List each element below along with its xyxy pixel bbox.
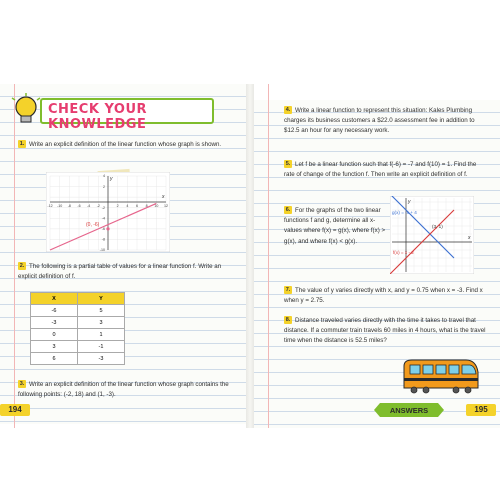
y-intercept-point (106, 227, 109, 230)
section-title: CHECK YOUR KNOWLEDGE (48, 102, 148, 132)
question-text: The value of y varies directly with x, and y = 0.75 when x = -3. Find x when y = 2.75. (284, 287, 483, 305)
y-tick-label: -2 (101, 205, 105, 210)
x-tick-label: 8 (145, 204, 148, 208)
y-tick-label: -4 (101, 216, 105, 221)
y-tick-label: -6 (101, 227, 105, 232)
table-row (31, 329, 125, 341)
question-3 (18, 380, 240, 400)
question-number: 5. (285, 161, 291, 168)
question-text: The following is a partial table of values for a linear function f. Write an explicit definition of f. (18, 263, 222, 281)
table-header: X (31, 293, 78, 305)
x-tick-label: 4 (126, 204, 129, 208)
question-text: For the graphs of the two linear functions f and g, determine all x-values where f(x) = g(x), where f(x) > g(x), and where f(x) < g(x). (284, 207, 386, 245)
question-2 (18, 262, 238, 282)
page-number-left: 194 (0, 404, 30, 416)
y-tick-label: -10 (99, 248, 105, 252)
left-page (0, 84, 246, 424)
table-row (31, 317, 125, 329)
train-illustration (400, 356, 480, 396)
question-number: 8. (285, 317, 291, 324)
x-tick-label: 10 (154, 204, 159, 208)
question-number: 2. (19, 263, 25, 270)
question-1 (18, 140, 238, 150)
section-title-badge (40, 98, 214, 132)
table-cell: -3 (31, 317, 78, 329)
question-text: Distance traveled varies directly with the time it takes to travel that distance. If a commuter train travels 60 miles in 4 hours, what is the travel time when the distance is 52.5 miles? (284, 317, 486, 345)
point-label: (0, -6) (86, 221, 100, 228)
intersection-label: (3, 1) (432, 224, 443, 229)
question-5 (284, 160, 488, 180)
question-text: Write an explicit definition of the linear function whose graph is shown. (29, 141, 222, 148)
table-cell: 0 (31, 329, 78, 341)
values-table (30, 292, 125, 365)
y-tick-label: 4 (103, 174, 105, 179)
question-text: Write an explicit definition of the linear function whose graph contains the following points: (-2, 18) and (1, -3). (18, 381, 229, 399)
table-cell: 1 (78, 329, 125, 341)
x-axis-label: x (468, 235, 471, 241)
question-number: 3. (19, 381, 25, 388)
x-tick-label: -10 (57, 204, 63, 208)
table-row (31, 353, 125, 365)
y-tick-label: -8 (101, 237, 105, 242)
book-gutter (246, 84, 254, 428)
table-cell: 5 (78, 305, 125, 317)
g-function-label: g(x) = -x + 4 (392, 210, 417, 215)
x-tick-label: 2 (116, 204, 119, 208)
question-number: 6. (285, 207, 291, 214)
question-text: Write a linear function to represent this situation: Kales Plumbing charges its business customers a $22.0 assessment fee in addition to $12.5 an hour for any necessary work. (284, 107, 475, 135)
table-cell: -1 (78, 341, 125, 353)
table-cell: -3 (78, 353, 125, 365)
answers-badge[interactable] (374, 403, 444, 417)
question-number: 1. (19, 141, 25, 148)
question-number: 7. (285, 287, 291, 294)
right-margin-line (268, 84, 269, 428)
x-tick-label: -2 (96, 204, 100, 208)
x-tick-label: 12 (164, 204, 168, 208)
x-tick-label: -12 (47, 204, 53, 208)
table-cell: -6 (31, 305, 78, 317)
answers-label: ANSWERS (389, 406, 429, 415)
graph-2 (390, 196, 474, 274)
table-header: Y (78, 293, 125, 305)
question-8 (284, 316, 488, 347)
x-tick-label: -8 (67, 204, 71, 208)
table-cell: 3 (78, 317, 125, 329)
page-number-right: 195 (466, 404, 496, 416)
table-cell: 3 (31, 341, 78, 353)
table-cell: 6 (31, 353, 78, 365)
x-tick-label: -6 (77, 204, 81, 208)
question-7 (284, 286, 488, 306)
question-6 (284, 206, 388, 247)
question-4 (284, 106, 488, 137)
x-axis-label: x (162, 194, 165, 200)
table-row (31, 341, 125, 353)
question-number: 4. (285, 107, 291, 114)
y-tick-label: 2 (103, 184, 105, 189)
left-margin-line (14, 84, 15, 428)
y-axis-label: y (408, 199, 411, 205)
question-text: Let f be a linear function such that f(-6) = -7 and f(10) = 1. Find the rate of change of the function f. Then write an explicit definition of f. (284, 161, 477, 179)
graph-1 (46, 172, 170, 252)
table-row (31, 305, 125, 317)
x-tick-label: -4 (87, 204, 91, 208)
f-function-label: f(x) = x - 2 (393, 250, 414, 255)
x-tick-label: 6 (136, 204, 138, 208)
y-axis-label: y (110, 176, 113, 182)
